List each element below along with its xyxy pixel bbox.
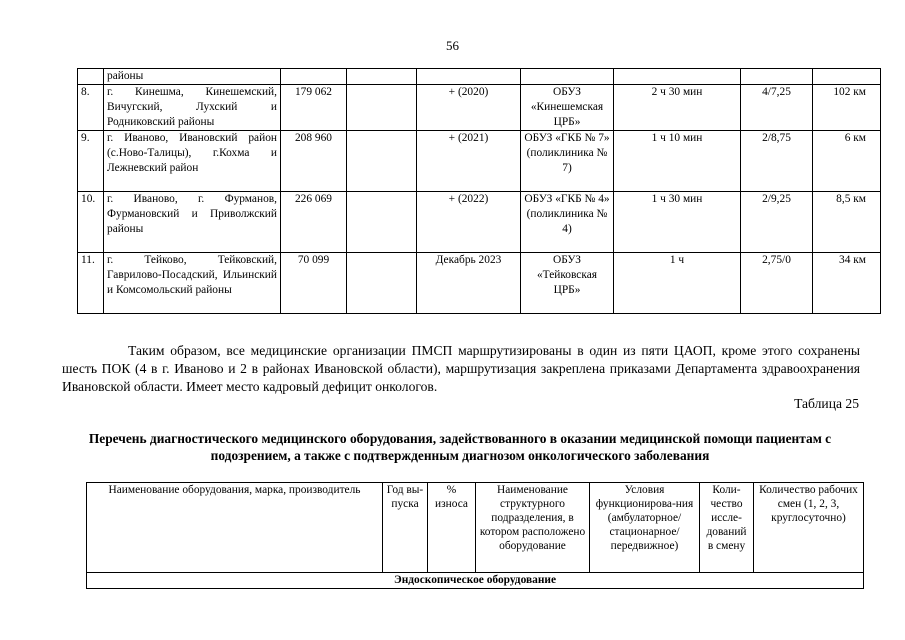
section-row	[87, 573, 864, 589]
population-cell: 208 960	[281, 131, 347, 192]
travel-time-cell: 1 ч 30 мин	[614, 192, 741, 253]
travel-time-cell: 1 ч	[614, 253, 741, 314]
ratio-cell: 2,75/0	[741, 253, 813, 314]
distance-cell: 34 км	[813, 253, 881, 314]
header-equipment-name: Наименование оборудования, марка, производитель	[87, 483, 383, 573]
table-row	[78, 192, 881, 253]
ratio-cell: 4/7,25	[741, 85, 813, 131]
continuation-cell: районы	[104, 69, 281, 85]
distance-cell: 102 км	[813, 85, 881, 131]
population-cell: 179 062	[281, 85, 347, 131]
row-number: 9.	[78, 131, 104, 192]
header-shifts: Количество рабочих смен (1, 2, 3, круглосуточно)	[754, 483, 864, 573]
empty-cell	[347, 85, 417, 131]
ratio-cell: 2/8,75	[741, 131, 813, 192]
organization-cell: ОБУЗ «ГКБ № 4» (поликлиника № 4)	[521, 192, 614, 253]
header-year: Год вы-пуска	[383, 483, 428, 573]
distance-cell: 8,5 км	[813, 192, 881, 253]
routing-table	[77, 68, 881, 314]
year-cell: + (2021)	[417, 131, 521, 192]
equipment-table	[86, 482, 864, 589]
area-cell: г. Тейково, Тейковский, Гаврилово-Посадский, Ильинский и Комсомольский районы	[104, 253, 281, 314]
table-row	[78, 253, 881, 314]
page-number: 56	[446, 38, 459, 53]
population-cell: 226 069	[281, 192, 347, 253]
section-endoscopic: Эндоскопическое оборудование	[87, 573, 864, 589]
ratio-cell: 2/9,25	[741, 192, 813, 253]
empty-cell	[347, 192, 417, 253]
header-department: Наименование структурного подразделения, в котором расположено оборудование	[476, 483, 590, 573]
organization-cell: ОБУЗ «ГКБ № 7» (поликлиника № 7)	[521, 131, 614, 192]
header-wear: % износа	[428, 483, 476, 573]
header-row	[87, 483, 864, 573]
continuation-row	[78, 69, 881, 85]
row-number: 11.	[78, 253, 104, 314]
table-row	[78, 131, 881, 192]
header-conditions: Условия функционирова-ния (амбулаторное/ стационарное/ передвижное)	[590, 483, 700, 573]
table-row	[78, 85, 881, 131]
area-cell: г. Кинешма, Кинешемский, Вичугский, Лухский и Родниковский районы	[104, 85, 281, 131]
row-number: 10.	[78, 192, 104, 253]
population-cell: 70 099	[281, 253, 347, 314]
summary-paragraph: Таким образом, все медицинские организации ПМСП маршрутизированы в один из пяти ЦАОП, кроме этого сохранены шесть ПОК (4 в г. Иваново и 2 в районах Ивановской области), маршрутизация закреплена приказами Департамента здравоохранения Ивановской области. Имеет место кадровый дефицит онкологов.	[62, 342, 860, 394]
area-cell: г. Иваново, г. Фурманов, Фурмановский и Приволжский районы	[104, 192, 281, 253]
year-cell: + (2022)	[417, 192, 521, 253]
area-cell: г. Иваново, Ивановский район (с.Ново-Талицы), г.Кохма и Лежневский район	[104, 131, 281, 192]
year-cell: Декабрь 2023	[417, 253, 521, 314]
year-cell: + (2020)	[417, 85, 521, 131]
empty-cell	[347, 253, 417, 314]
table-title: Перечень диагностического медицинского оборудования, задействованного в оказании медицинской помощи пациентам с подозрением, а также с подтвержденным диагнозом онкологического заболевания	[88, 431, 832, 463]
travel-time-cell: 2 ч 30 мин	[614, 85, 741, 131]
distance-cell: 6 км	[813, 131, 881, 192]
empty-cell	[347, 131, 417, 192]
organization-cell: ОБУЗ «Кинешемская ЦРБ»	[521, 85, 614, 131]
table-label: Таблица 25	[794, 396, 859, 411]
header-study-count: Коли-чество иссле-дований в смену	[700, 483, 754, 573]
row-number: 8.	[78, 85, 104, 131]
organization-cell: ОБУЗ «Тейковская ЦРБ»	[521, 253, 614, 314]
travel-time-cell: 1 ч 10 мин	[614, 131, 741, 192]
